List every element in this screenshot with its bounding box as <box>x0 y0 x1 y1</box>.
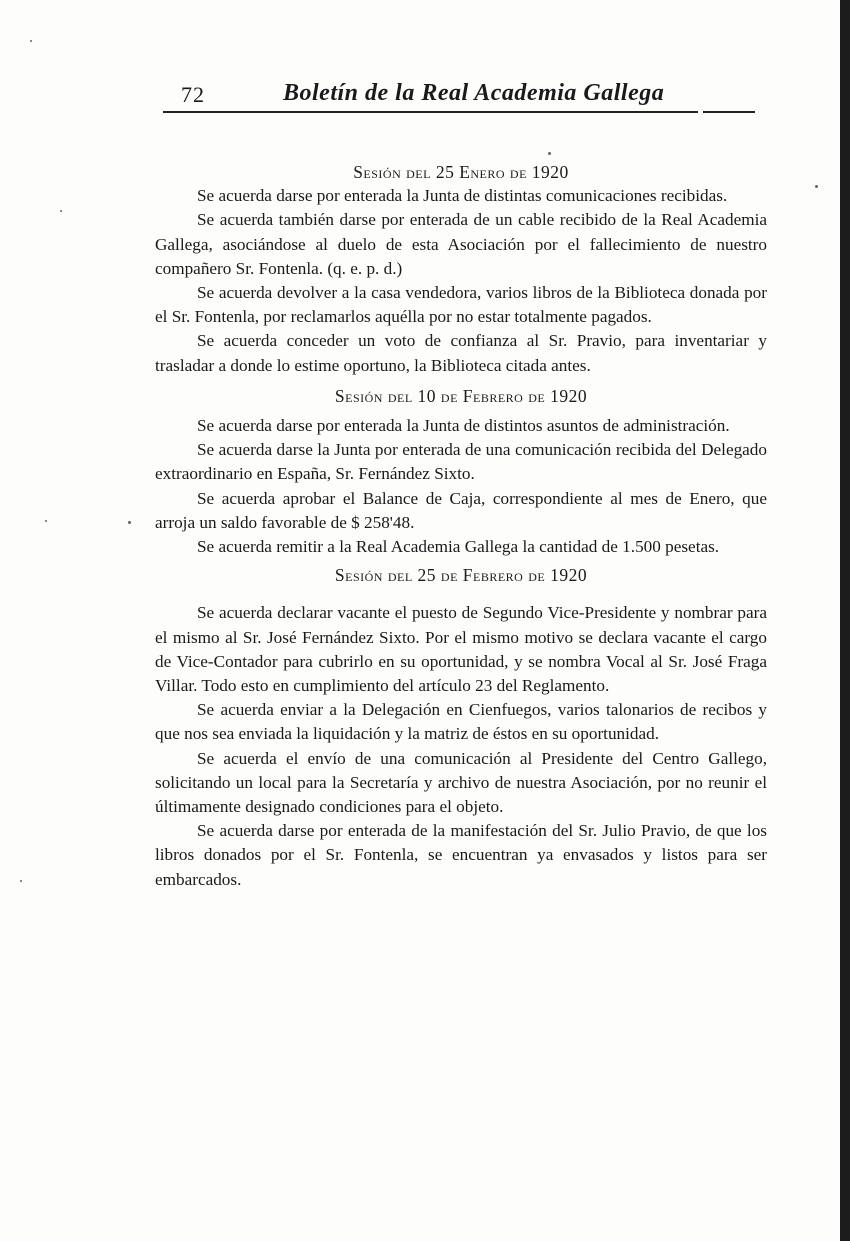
document-body <box>155 158 767 892</box>
scan-speck <box>30 40 32 42</box>
minutes-paragraph: Se acuerda el envío de una comunicación al Presidente del Centro Gallego, solicitando un local para la Secretaría y archivo de nuestra Asociación, por no reunir el últimamente designado condiciones para el objeto. <box>155 748 767 817</box>
minutes-paragraph: Se acuerda también darse por enterada de un cable recibido de la Real Academia Gallega, asociándose al duelo de esta Asociación por el fallecimiento de nuestro compañero Sr. Fontenla. (q. e. p. d.) <box>155 210 767 278</box>
minutes-paragraph: Se acuerda darse por enterada de la manifestación del Sr. Julio Pravio, de que los libros donados por el Sr. Fontenla, se encuentran ya envasados y listos para ser embarcados. <box>155 821 767 889</box>
scan-speck <box>548 152 551 155</box>
scan-edge-shadow <box>840 0 850 1241</box>
minutes-paragraph: Se acuerda darse por enterada la Junta de distintas comunicaciones recibidas. <box>197 186 728 206</box>
minutes-paragraph: Se acuerda remitir a la Real Academia Gallega la cantidad de 1.500 pesetas. <box>197 537 720 557</box>
session-title: Sesión del 25 de Febrero de 1920 <box>334 565 588 586</box>
session-title: Sesión del 25 Enero de 1920 <box>353 162 569 182</box>
header-rule-end <box>703 111 755 113</box>
minutes-paragraph: Se acuerda devolver a la casa vendedora, varios libros de la Biblioteca donada por el Sr. Fontenla, por reclamarlos aquélla por no estar totalmente pagados. <box>155 283 767 327</box>
scan-speck <box>45 520 47 522</box>
minutes-paragraph: Se acuerda darse por enterada la Junta de distintos asuntos de administración. <box>197 416 730 436</box>
scan-speck <box>20 880 22 882</box>
scan-speck <box>128 521 131 524</box>
minutes-paragraph: Se acuerda aprobar el Balance de Caja, correspondiente al mes de Enero, que arroja un saldo favorable de $ 258'48. <box>155 488 767 532</box>
header-rule <box>163 111 698 113</box>
journal-title: Boletín de la Real Academia Gallega <box>283 80 665 106</box>
minutes-paragraph: Se acuerda enviar a la Delegación en Cienfuegos, varios talonarios de recibos y que nos sea enviada la liquidación y la matriz de éstos en su oportunidad. <box>155 700 767 744</box>
minutes-paragraph: Se acuerda darse la Junta por enterada de una comunicación recibida del Delegado extraordinario en España, Sr. Fernández Sixto. <box>155 440 767 484</box>
scan-speck <box>815 185 818 188</box>
page-number: 72 <box>181 82 205 107</box>
session-title: Sesión del 10 de Febrero de 1920 <box>334 385 588 406</box>
minutes-paragraph: Se acuerda declarar vacante el puesto de Segundo Vice-Presidente y nombrar para el mismo al Sr. José Fernández Sixto. Por el mismo motivo se declara vacante el cargo de Vice-Contador para cubrirlo en su oportunidad, y se nombra Vocal al Sr. José Fraga Villar. Todo esto en cumplimiento del artículo 23 del Reglamento. <box>155 603 767 696</box>
page-header <box>163 78 755 114</box>
scan-speck <box>60 210 62 212</box>
minutes-paragraph: Se acuerda conceder un voto de confianza al Sr. Pravio, para inventariar y trasladar a donde lo estime oportuno, la Biblioteca citada antes. <box>155 331 767 375</box>
